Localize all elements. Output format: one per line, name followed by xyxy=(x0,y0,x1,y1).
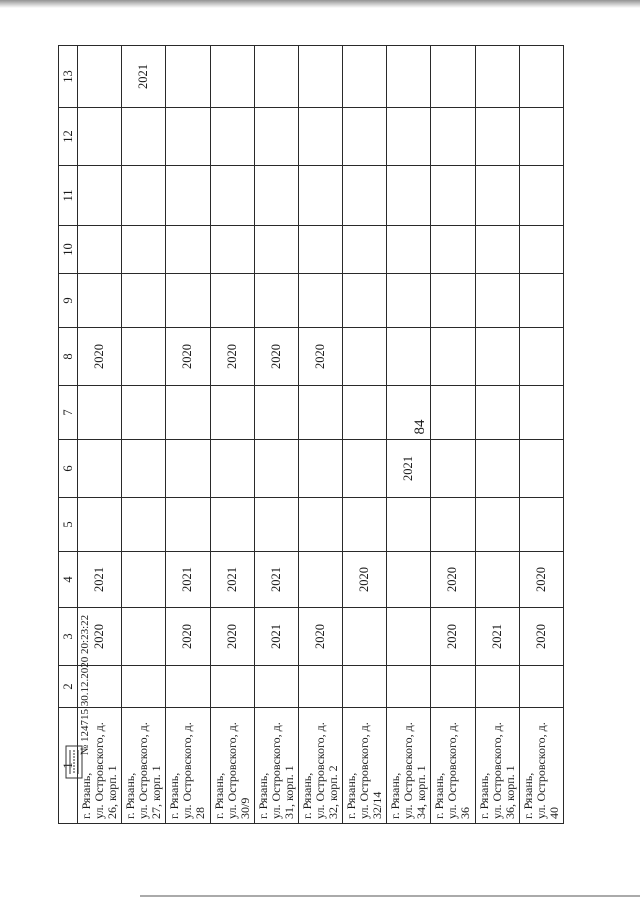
year-cell-col-9 xyxy=(254,274,298,328)
year-cell-col-13 xyxy=(298,46,342,108)
year-cell-col-10 xyxy=(122,226,166,274)
rotated-table-wrapper xyxy=(58,46,564,824)
year-cell-col-9 xyxy=(343,274,387,328)
table-row xyxy=(387,46,431,824)
year-cell-col-11 xyxy=(254,166,298,226)
year-cell-col-13 xyxy=(254,46,298,108)
year-cell-col-6 xyxy=(475,440,519,498)
address-cell: г. Рязань, ул. Островского, д. 40 xyxy=(519,708,563,824)
year-cell-col-11 xyxy=(298,166,342,226)
year-cell-col-3: 2020 xyxy=(166,608,210,666)
year-cell-col-10 xyxy=(298,226,342,274)
year-cell-col-8: 2020 xyxy=(210,328,254,386)
year-cell-col-2 xyxy=(166,666,210,708)
table-row xyxy=(210,46,254,824)
year-cell-col-13: 2021 xyxy=(122,46,166,108)
table-row xyxy=(122,46,166,824)
column-header-9: 9 xyxy=(59,274,78,328)
year-cell-col-11 xyxy=(431,166,475,226)
table-body xyxy=(78,46,564,824)
year-cell-col-2 xyxy=(387,666,431,708)
table-row xyxy=(254,46,298,824)
table-row xyxy=(519,46,563,824)
address-cell: г. Рязань, ул. Островского, д. 26, корп. 1 xyxy=(78,708,122,824)
address-cell: г. Рязань, ул. Островского, д. 32, корп. 2 xyxy=(298,708,342,824)
year-cell-col-11 xyxy=(210,166,254,226)
year-cell-col-5 xyxy=(343,498,387,552)
year-cell-col-4 xyxy=(387,552,431,608)
year-cell-col-9 xyxy=(519,274,563,328)
column-header-11: 11 xyxy=(59,166,78,226)
column-header-12: 12 xyxy=(59,108,78,166)
year-cell-col-3: 2020 xyxy=(78,608,122,666)
year-cell-col-3: 2021 xyxy=(254,608,298,666)
year-cell-col-5 xyxy=(519,498,563,552)
year-cell-col-7 xyxy=(254,386,298,440)
address-cell: г. Рязань, ул. Островского, д. 36, корп. 1 xyxy=(475,708,519,824)
year-cell-col-4 xyxy=(122,552,166,608)
year-cell-col-5 xyxy=(298,498,342,552)
year-cell-col-13 xyxy=(343,46,387,108)
address-cell: г. Рязань, ул. Островского, д. 34, корп. 1 xyxy=(387,708,431,824)
year-cell-col-11 xyxy=(519,166,563,226)
year-cell-col-4: 2020 xyxy=(343,552,387,608)
table-row xyxy=(475,46,519,824)
year-cell-col-3 xyxy=(387,608,431,666)
year-cell-col-9 xyxy=(78,274,122,328)
column-header-6: 6 xyxy=(59,440,78,498)
year-cell-col-9 xyxy=(210,274,254,328)
table-row xyxy=(431,46,475,824)
year-cell-col-5 xyxy=(166,498,210,552)
year-cell-col-9 xyxy=(387,274,431,328)
year-cell-col-11 xyxy=(166,166,210,226)
column-header-4: 4 xyxy=(59,552,78,608)
year-cell-col-11 xyxy=(387,166,431,226)
year-cell-col-3: 2021 xyxy=(475,608,519,666)
year-cell-col-12 xyxy=(210,108,254,166)
address-cell: г. Рязань, ул. Островского, д. 36 xyxy=(431,708,475,824)
year-cell-col-6 xyxy=(298,440,342,498)
address-cell: г. Рязань, ул. Островского, д. 28 xyxy=(166,708,210,824)
column-header-7: 7 xyxy=(59,386,78,440)
year-cell-col-13 xyxy=(387,46,431,108)
year-cell-col-2 xyxy=(122,666,166,708)
year-cell-col-12 xyxy=(122,108,166,166)
year-cell-col-9 xyxy=(475,274,519,328)
year-cell-col-4: 2021 xyxy=(166,552,210,608)
address-cell: г. Рязань, ул. Островского, д. 30/9 xyxy=(210,708,254,824)
year-cell-col-9 xyxy=(298,274,342,328)
year-cell-col-10 xyxy=(475,226,519,274)
year-cell-col-6 xyxy=(254,440,298,498)
year-cell-col-6 xyxy=(431,440,475,498)
year-cell-col-13 xyxy=(475,46,519,108)
year-cell-col-6 xyxy=(78,440,122,498)
year-cell-col-8: 2020 xyxy=(254,328,298,386)
year-cell-col-6 xyxy=(166,440,210,498)
year-cell-col-12 xyxy=(431,108,475,166)
year-cell-col-2 xyxy=(254,666,298,708)
year-cell-col-2 xyxy=(519,666,563,708)
year-cell-col-10 xyxy=(387,226,431,274)
year-cell-col-7 xyxy=(78,386,122,440)
year-cell-col-6 xyxy=(210,440,254,498)
year-cell-col-6 xyxy=(343,440,387,498)
scan-edge-top xyxy=(0,0,640,8)
year-cell-col-6 xyxy=(519,440,563,498)
year-cell-col-13 xyxy=(431,46,475,108)
year-cell-col-10 xyxy=(166,226,210,274)
year-cell-col-8: 2020 xyxy=(298,328,342,386)
year-cell-col-3: 2020 xyxy=(298,608,342,666)
table-row xyxy=(166,46,210,824)
year-cell-col-2 xyxy=(298,666,342,708)
registration-stamp xyxy=(74,590,96,780)
year-cell-col-5 xyxy=(254,498,298,552)
year-cell-col-13 xyxy=(78,46,122,108)
year-cell-col-12 xyxy=(78,108,122,166)
year-cell-col-2 xyxy=(210,666,254,708)
year-cell-col-7 xyxy=(210,386,254,440)
year-cell-col-7 xyxy=(431,386,475,440)
year-cell-col-7 xyxy=(387,386,431,440)
year-cell-col-4 xyxy=(475,552,519,608)
year-cell-col-5 xyxy=(431,498,475,552)
year-cell-col-11 xyxy=(78,166,122,226)
year-cell-col-3: 2020 xyxy=(431,608,475,666)
year-cell-col-2 xyxy=(343,666,387,708)
year-cell-col-8 xyxy=(343,328,387,386)
registration-stamp-text: № 124715 30.12.2020 20:23:22 xyxy=(79,614,91,756)
column-header-2: 2 xyxy=(59,666,78,708)
year-cell-col-13 xyxy=(210,46,254,108)
year-cell-col-10 xyxy=(343,226,387,274)
year-cell-col-9 xyxy=(166,274,210,328)
table-row xyxy=(343,46,387,824)
year-cell-col-2 xyxy=(475,666,519,708)
year-cell-col-5 xyxy=(122,498,166,552)
year-cell-col-4: 2020 xyxy=(519,552,563,608)
year-cell-col-7 xyxy=(519,386,563,440)
column-header-1: 1 xyxy=(59,708,78,824)
year-cell-col-5 xyxy=(78,498,122,552)
address-cell: г. Рязань, ул. Островского, д. 31, корп. 1 xyxy=(254,708,298,824)
year-cell-col-4 xyxy=(298,552,342,608)
year-cell-col-12 xyxy=(475,108,519,166)
year-cell-col-7 xyxy=(298,386,342,440)
year-cell-col-9 xyxy=(431,274,475,328)
year-cell-col-7 xyxy=(475,386,519,440)
year-cell-col-13 xyxy=(519,46,563,108)
year-cell-col-12 xyxy=(166,108,210,166)
page-number: 84 xyxy=(412,419,428,435)
table-row xyxy=(298,46,342,824)
scan-edge-bottom xyxy=(140,895,640,897)
year-cell-col-3: 2020 xyxy=(210,608,254,666)
year-cell-col-2 xyxy=(431,666,475,708)
year-cell-col-8: 2020 xyxy=(78,328,122,386)
year-cell-col-4: 2020 xyxy=(431,552,475,608)
year-cell-col-13 xyxy=(166,46,210,108)
year-cell-col-10 xyxy=(519,226,563,274)
year-cell-col-11 xyxy=(122,166,166,226)
column-header-3: 3 xyxy=(59,608,78,666)
column-header-13: 13 xyxy=(59,46,78,108)
year-cell-col-10 xyxy=(254,226,298,274)
year-cell-col-8 xyxy=(387,328,431,386)
column-header-10: 10 xyxy=(59,226,78,274)
year-cell-col-3 xyxy=(343,608,387,666)
year-cell-col-4: 2021 xyxy=(210,552,254,608)
year-cell-col-7 xyxy=(166,386,210,440)
year-cell-col-6 xyxy=(122,440,166,498)
year-cell-col-12 xyxy=(387,108,431,166)
year-cell-col-11 xyxy=(475,166,519,226)
year-cell-col-6: 2021 xyxy=(387,440,431,498)
year-cell-col-10 xyxy=(78,226,122,274)
year-cell-col-5 xyxy=(210,498,254,552)
year-cell-col-8 xyxy=(431,328,475,386)
year-cell-col-9 xyxy=(122,274,166,328)
year-cell-col-8 xyxy=(475,328,519,386)
year-cell-col-3 xyxy=(122,608,166,666)
document-table xyxy=(58,45,564,824)
year-cell-col-8 xyxy=(122,328,166,386)
year-cell-col-5 xyxy=(387,498,431,552)
year-cell-col-3: 2020 xyxy=(519,608,563,666)
year-cell-col-4: 2021 xyxy=(254,552,298,608)
year-cell-col-7 xyxy=(343,386,387,440)
column-header-8: 8 xyxy=(59,328,78,386)
year-cell-col-10 xyxy=(431,226,475,274)
year-cell-col-7 xyxy=(122,386,166,440)
year-cell-col-12 xyxy=(254,108,298,166)
year-cell-col-12 xyxy=(298,108,342,166)
year-cell-col-10 xyxy=(210,226,254,274)
year-cell-col-8: 2020 xyxy=(166,328,210,386)
year-cell-col-12 xyxy=(519,108,563,166)
address-cell: г. Рязань, ул. Островского, д. 27, корп. 1 xyxy=(122,708,166,824)
year-cell-col-11 xyxy=(343,166,387,226)
year-cell-col-8 xyxy=(519,328,563,386)
year-cell-col-5 xyxy=(475,498,519,552)
column-header-5: 5 xyxy=(59,498,78,552)
year-cell-col-12 xyxy=(343,108,387,166)
year-cell-col-4: 2021 xyxy=(78,552,122,608)
address-cell: г. Рязань, ул. Островского, д. 32/14 xyxy=(343,708,387,824)
